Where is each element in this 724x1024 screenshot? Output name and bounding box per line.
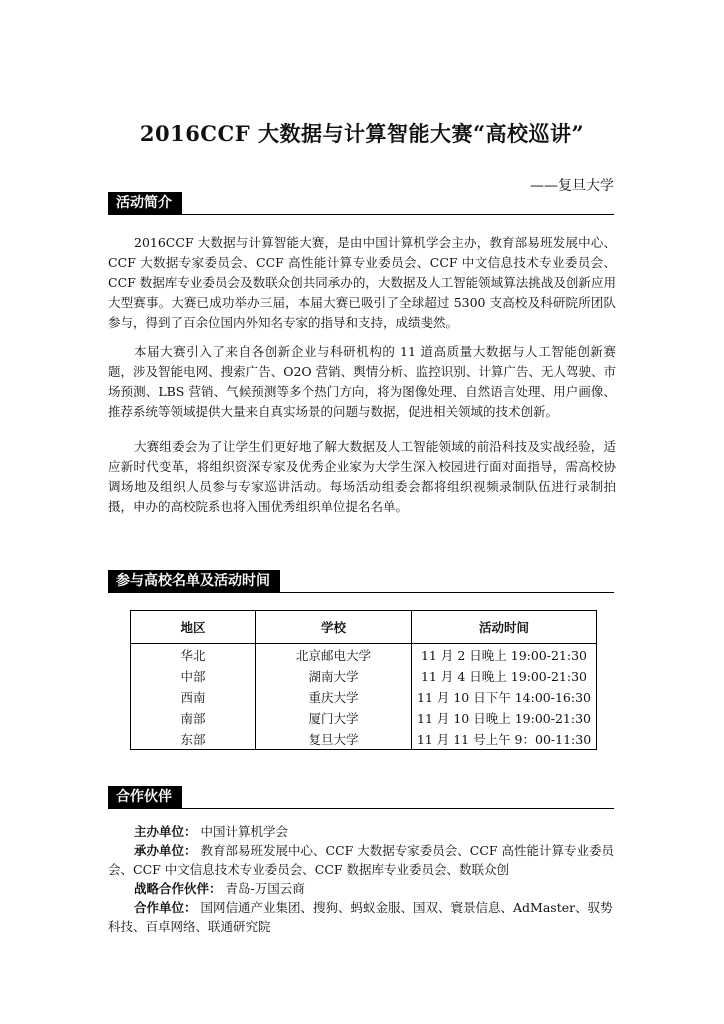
partner-host-value: 中国计算机学会: [200, 824, 289, 839]
cell-region: 中部: [180, 668, 206, 684]
cell-time: 11 月 10 日晚上 19:00-21:30: [417, 710, 591, 726]
partner-cooperation: [108, 898, 616, 936]
intro-paragraph-2: 本届大赛引入了来自各创新企业与科研机构的 11 道高质量大数据与人工智能创新赛题，涉及智能电网、搜索广告、O2O 营销、舆情分析、监控识别、计算广告、无人驾驶、市场预测、LBS 营销、气候预测等多个热门方向，将为图像处理、自然语言处理、用户画像、推荐系统等领域提供大量来自真实场景的问题与数据，促进相关领域的技术创新。: [108, 344, 616, 419]
intro-paragraph-1: 2016CCF 大数据与计算智能大赛，是由中国计算机学会主办，教育部易班发展中心、CCF 大数据专家委员会、CCF 高性能计算专业委员会、CCF 中文信息技术专业委员会、CCF 数据库专业委员会及数联众创共同承办的，大数据及人工智能领域算法挑战及创新应用大型赛事。大赛已成功举办三届，本届大赛已吸引了全球超过 5300 支高校及科研院所团队参与，得到了百余位国内外知名专家的指导和支持，成绩斐然。: [108, 235, 616, 330]
cell-school: 厦门大学: [256, 707, 412, 728]
table-row: [131, 665, 597, 686]
cell-school: 重庆大学: [256, 686, 412, 707]
section-heading-intro: 活动简介: [108, 192, 182, 215]
section-heading-schedule: 参与高校名单及活动时间: [108, 570, 280, 593]
partner-strategic-label: 战略合作伙伴：: [134, 881, 222, 896]
intro-paragraph-3: 大赛组委会为了让学生们更好地了解大数据及人工智能领域的前沿科技及实战经验，适应新时代变革，将组织资深专家及优秀企业家为大学生深入校园进行面对面指导，需高校协调场地及组织人员参与专家巡讲活动。每场活动组委会都将组织视频录制队伍进行录制拍摄，申办的高校院系也将入围优秀组织单位提名名单。: [108, 439, 616, 514]
cell-school: 复旦大学: [256, 728, 412, 750]
section-rule-partners: [108, 808, 614, 809]
partner-host-label: 主办单位：: [134, 824, 197, 839]
table-row: [131, 728, 597, 750]
page-title: 2016CCF 大数据与计算智能大赛“高校巡讲”: [139, 121, 585, 146]
cell-time: 11 月 11 号上午 9：00-11:30: [416, 731, 592, 747]
partner-organizer: [108, 841, 616, 879]
column-header-region: 地区: [131, 611, 256, 644]
cell-region: 南部: [180, 710, 206, 726]
table-header-row: [131, 611, 597, 644]
cell-region: 东部: [180, 731, 206, 747]
column-header-time: 活动时间: [412, 611, 597, 644]
table-row: [131, 686, 597, 707]
partner-host: [108, 822, 642, 841]
schedule-table: [130, 610, 597, 750]
partner-organizer-value: 教育部易班发展中心、CCF 大数据专家委员会、CCF 高性能计算专业委员会、CCF 中文信息技术专业委员会、CCF 数据库专业委员会、数联众创: [108, 843, 615, 877]
section-rule-intro: [108, 214, 614, 215]
cell-school: 北京邮电大学: [256, 644, 412, 666]
cell-time: 11 月 4 日晚上 19:00-21:30: [420, 668, 588, 684]
table-row: [131, 644, 597, 666]
partner-cooperation-label: 合作单位：: [134, 900, 197, 915]
cell-region: 华北: [180, 647, 206, 663]
section-heading-partners: 合作伙伴: [108, 786, 182, 809]
cell-school: 湖南大学: [256, 665, 412, 686]
section-rule-schedule: [108, 592, 614, 593]
partner-strategic-value: 青岛-万国云商: [225, 881, 305, 896]
table-row: [131, 707, 597, 728]
partner-cooperation-value: 国网信通产业集团、搜狗、蚂蚁金服、国双、寰景信息、AdMaster、驭势科技、百卓网络、联通研究院: [108, 900, 613, 934]
column-header-school: 学校: [256, 611, 412, 644]
partner-strategic: [108, 879, 642, 898]
partner-organizer-label: 承办单位：: [134, 843, 197, 858]
page-subtitle: ——复旦大学: [530, 178, 614, 194]
cell-time: 11 月 2 日晚上 19:00-21:30: [420, 647, 588, 663]
cell-region: 西南: [180, 689, 206, 705]
cell-time: 11 月 10 日下午 14:00-16:30: [417, 689, 591, 705]
